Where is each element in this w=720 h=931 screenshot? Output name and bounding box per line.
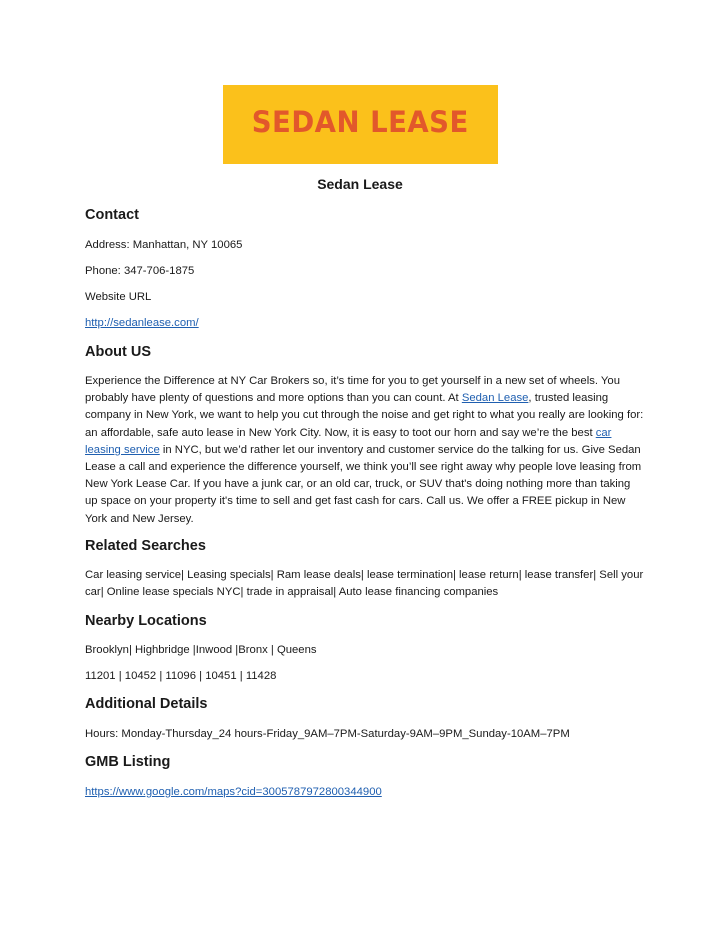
website-link[interactable]: http://sedanlease.com/ [85,317,199,329]
sedan-lease-link[interactable]: Sedan Lease [461,392,529,405]
about-text-3: in NYC, but we’d rather let our inventory and customer service do the talking for us. Give Sedan Lease a call and experience the difference yourself, we think you’ll see right away why people love leasing from New York Lease Car. If you have a junk car, or an old car, truck, or SUV that's doing nothing more than taking up space on your property it's time to sell and get fast cash for cars. Call us. We offer a FREE pickup in New York and New Jersey. [85,443,642,525]
hours-text: Hours: Monday-Thursday_24 hours-Friday_9AM–7PM-Saturday-9AM–9PM_Sunday-10AM–7PM [85,728,570,740]
related-searches-heading: Related Searches [85,538,206,554]
business-name: Sedan Lease [317,176,403,192]
contact-heading: Contact [85,207,139,223]
website-label: Website URL [85,291,152,303]
additional-details-heading: Additional Details [85,696,208,712]
nearby-locations-heading: Nearby Locations [85,613,207,629]
about-text-2: , trusted leasing company in New York, we want to help you cut through the noise and get right to what you really are looking for: an affordable, safe auto lease in New York City. Now, it is easy to toot our horn and say we’re the best [85,392,644,439]
nearby-places-text: Brooklyn| Highbridge |Inwood |Bronx | Queens [85,644,317,656]
about-paragraph [85,373,645,528]
nearby-zips-text: 11201 | 10452 | 11096 | 10451 | 11428 [85,670,277,682]
about-text-1: Experience the Difference at NY Car Brokers so, it’s time for you to get yourself in a new set of wheels. You probably have plenty of questions and more options than you can count. At [85,375,620,405]
car-leasing-service-link[interactable]: car leasing service [85,426,612,456]
address-text: Address: Manhattan, NY 10065 [85,239,243,251]
related-searches-text: Car leasing service| Leasing specials| Ram lease deals| lease termination| lease return| lease transfer| Sell your car| Online lease specials NYC| trade in appraisal| Auto lease financing companies [85,569,644,599]
about-heading: About US [85,344,152,360]
gmb-listing-heading: GMB Listing [85,754,171,770]
logo-text: SEDAN LEASE [251,104,470,139]
sedan-lease-logo [223,85,498,164]
phone-text: Phone: 347-706-1875 [85,265,195,277]
gmb-link[interactable]: https://www.google.com/maps?cid=3005787972800344900 [85,786,382,798]
